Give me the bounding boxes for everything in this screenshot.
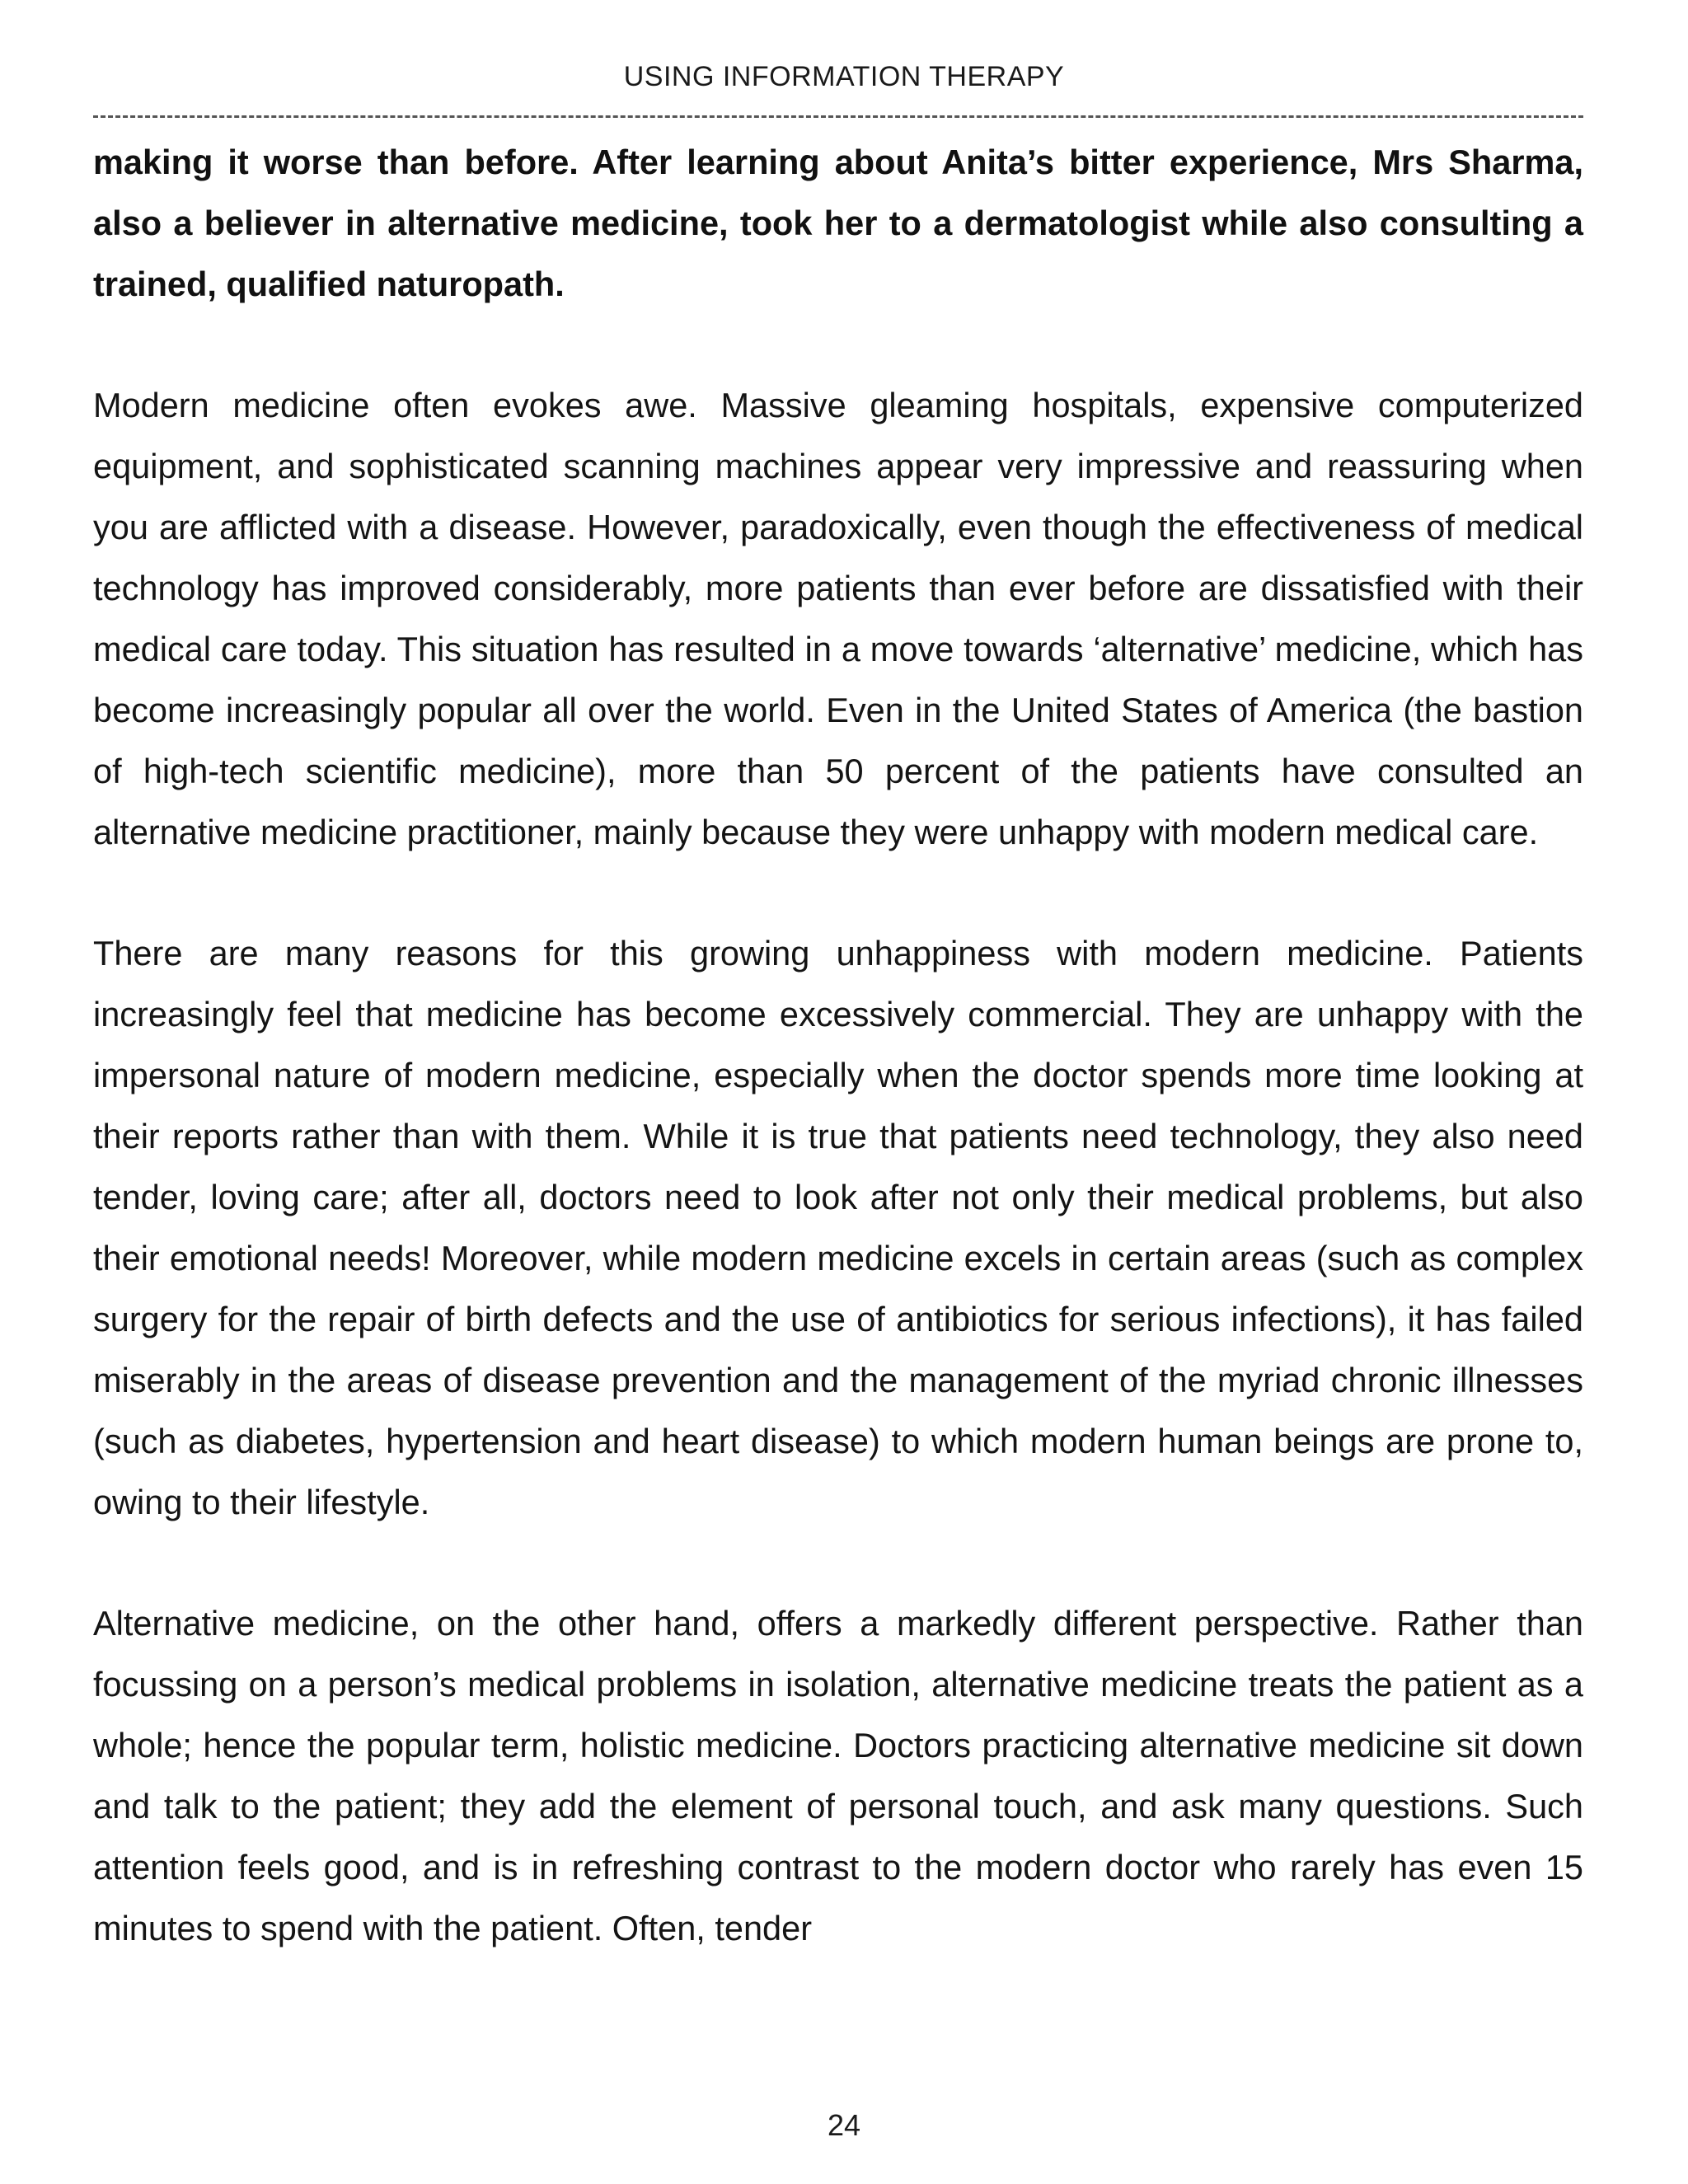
- paragraph-bold-intro: making it worse than before. After learning about Anita’s bitter experience, Mrs Sharma, also a believer in alternative medicine, took her to a dermatologist while also consulting a trained, qualified naturopath.: [93, 143, 1583, 303]
- paragraph-modern-medicine: Modern medicine often evokes awe. Massive gleaming hospitals, expensive computerized equipment, and sophisticated scanning machines appear very impressive and reassuring when you are afflicted with a disease. However, paradoxically, even though the effectiveness of medical technology has improved considerably, more patients than ever before are dissatisfied with their medical care today. This situation has resulted in a move towards ‘alternative’ medicine, which has become increasingly popular all over the world. Even in the United States of America (the bastion of high-tech scientific medicine), more than 50 percent of the patients have consulted an alternative medicine practitioner, mainly because they were unhappy with modern medical care.: [93, 386, 1583, 851]
- paragraph-unhappiness-reasons: There are many reasons for this growing unhappiness with modern medicine. Patients increasingly feel that medicine has become excessively commercial. They are unhappy with the impersonal nature of modern medicine, especially when the doctor spends more time looking at their reports rather than with them. While it is true that patients need technology, they also need tender, loving care; after all, doctors need to look after not only their medical problems, but also their emotional needs! Moreover, while modern medicine excels in certain areas (such as complex surgery for the repair of birth defects and the use of antibiotics for serious infections), it has failed miserably in the areas of disease prevention and the management of the myriad chronic illnesses (such as diabetes, hypertension and heart disease) to which modern human beings are prone to, owing to their lifestyle.: [93, 934, 1583, 1521]
- page-body: [93, 132, 1583, 2019]
- header-divider: [93, 115, 1583, 118]
- running-header: USING INFORMATION THERAPY: [623, 61, 1065, 92]
- paragraph-alternative-medicine: Alternative medicine, on the other hand, offers a markedly different perspective. Rather than focussing on a person’s medical problems in isolation, alternative medicine treats the patient as a whole; hence the popular term, holistic medicine. Doctors practicing alternative medicine sit down and talk to the patient; they add the element of personal touch, and ask many questions. Such attention feels good, and is in refreshing contrast to the modern doctor who rarely has even 15 minutes to spend with the patient. Often, tender: [93, 1604, 1583, 1947]
- page-number: 24: [827, 2108, 861, 2142]
